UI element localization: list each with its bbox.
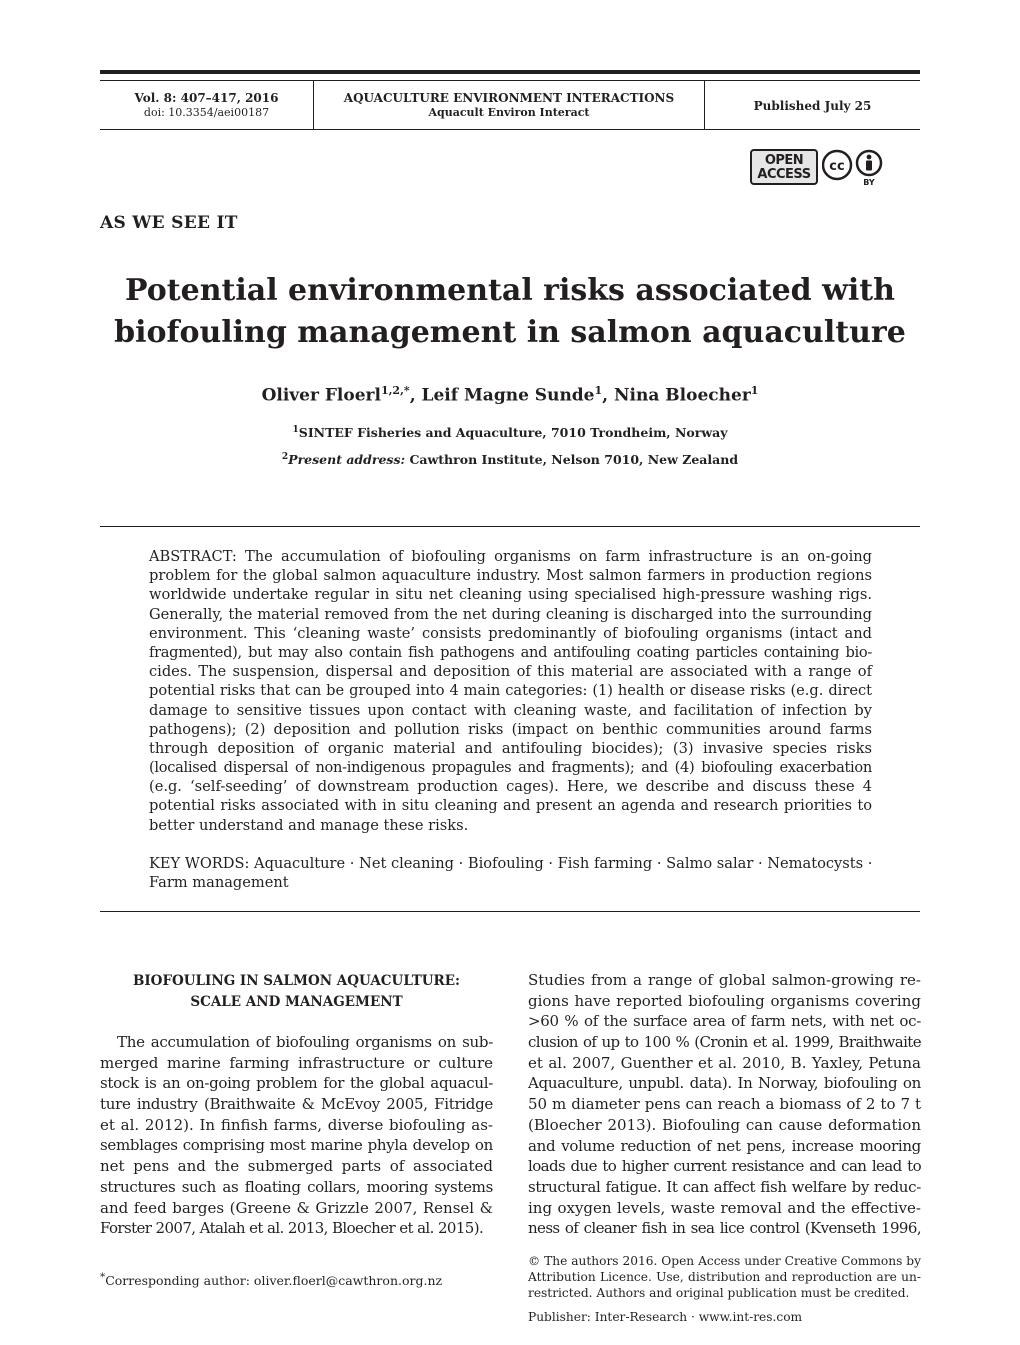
body-line: et al. 2007, Guenther et al. 2010, B. Yaxley, Petuna <box>528 1053 921 1072</box>
abstract <box>149 547 872 835</box>
body-line: Studies from a range of global salmon-growing re- <box>528 971 921 989</box>
title-line: biofouling management in salmon aquaculture <box>114 315 906 350</box>
author-name: Oliver Floerl <box>261 385 381 406</box>
body-line: (Bloecher 2013). Biofouling can cause deformation <box>528 1115 921 1134</box>
author-separator: , <box>602 385 615 406</box>
license-line: Attribution Licence. Use, distribution and reproduction are un- <box>528 1270 921 1284</box>
body-line: ness of cleaner fish in sea lice control (Kvenseth 1996, <box>528 1219 921 1238</box>
body-line: semblages comprising most marine phyla develop on <box>100 1136 493 1155</box>
affil-label: Present address: <box>288 452 406 468</box>
header-top-rule <box>100 70 920 74</box>
body-line: 50 m diameter pens can reach a biomass of 2 to 7 t <box>528 1095 921 1114</box>
abstract-line: Generally, the material removed from the net during cleaning is discharged into the surrounding <box>149 605 872 623</box>
author-affil-sup: 1 <box>594 384 603 397</box>
doi: doi: 10.3354/aei00187 <box>143 106 270 119</box>
body-line: et al. 2012). In finfish farms, diverse biofouling as- <box>100 1115 493 1134</box>
header-citation <box>100 91 313 119</box>
title-line: Potential environmental risks associated with <box>125 273 895 308</box>
corresponding-star: * <box>403 384 410 397</box>
author-affil-sup: 1,2, <box>380 384 404 397</box>
abstract-line: potential risks that can be grouped into 4 main categories: (1) health or disease risks (e.g. direct <box>149 682 872 700</box>
body-line: ing oxygen levels, waste removal and the effective- <box>528 1198 921 1217</box>
body-line: stock is an on-going problem for the global aquacul- <box>100 1074 493 1093</box>
body-line: >60 % of the surface area of farm nets, with net oc- <box>528 1012 921 1031</box>
body-line: structures such as floating collars, mooring systems <box>100 1177 493 1196</box>
body-line: gions have reported biofouling organisms covering <box>528 991 921 1010</box>
footnote-text: Corresponding author: oliver.floerl@cawthron.org.nz <box>105 1273 443 1289</box>
affil-text: Cawthron Institute, Nelson 7010, New Zealand <box>405 452 739 468</box>
abstract-top-rule <box>100 526 920 527</box>
volume-info: Vol. 8: 407–417, 2016 <box>134 91 279 105</box>
heading-line: BIOFOULING IN SALMON AQUACULTURE: <box>132 973 461 989</box>
section-heading <box>100 971 493 1013</box>
abstract-line: damage to sensitive tissues upon contact with cleaning waste, and facilitation of infection by <box>149 701 872 719</box>
body-line: ture industry (Braithwaite & McEvoy 2005, Fitridge <box>100 1095 493 1114</box>
body-line: Aquaculture, unpubl. data). In Norway, biofouling on <box>528 1074 921 1093</box>
body-line: and feed barges (Greene & Grizzle 2007, Rensel & <box>100 1198 493 1217</box>
open-access-line2: ACCESS <box>757 167 811 182</box>
abstract-line: problem for the global salmon aquaculture industry. Most salmon farmers in production regions <box>149 567 872 585</box>
abstract-line: environment. This ‘cleaning waste’ consists predominantly of biofouling organisms (intact and <box>149 624 872 642</box>
journal-abbrev: Aquacult Environ Interact <box>428 106 590 119</box>
body-line: clusion of up to 100 % (Cronin et al. 1999, Braithwaite <box>528 1033 921 1052</box>
author-name: Leif Magne Sunde <box>421 385 595 406</box>
body-line: The accumulation of biofouling organisms on sub- <box>117 1033 493 1051</box>
section-label: AS WE SEE IT <box>100 213 238 233</box>
abstract-line: better understand and manage these risks. <box>149 816 469 834</box>
abstract-line: (localised dispersal of non-indigenous propagules and fragments); and (4) biofouling exacerbation <box>149 759 872 777</box>
abstract-line: potential risks associated with in situ cleaning and present an agenda and research priorities to <box>149 797 872 815</box>
body-line: loads due to higher current resistance and can lead to <box>528 1157 921 1176</box>
cc-label: cc <box>829 159 845 174</box>
footnote-star: * <box>100 1271 106 1283</box>
publisher-line: Publisher: Inter-Research · www.int-res.com <box>528 1310 803 1324</box>
body-line: merged marine farming infrastructure or culture <box>100 1053 493 1072</box>
author-separator: , <box>409 385 422 406</box>
heading-line: SCALE AND MANAGEMENT <box>190 994 403 1010</box>
keywords-line: KEY WORDS: Aquaculture · Net cleaning · Biofouling · Fish farming · Salmo salar · Nematocysts · <box>149 855 873 872</box>
affil-text: SINTEF Fisheries and Aquaculture, 7010 Trondheim, Norway <box>298 425 728 441</box>
affiliation-2 <box>100 452 920 467</box>
article-title <box>100 270 920 354</box>
abstract-line: fragmented), but may also contain fish pathogens and antifouling coating particles containing bio- <box>149 643 872 661</box>
header-journal <box>314 91 704 119</box>
keywords <box>149 854 872 892</box>
abstract-line: cides. The suspension, dispersal and deposition of this material are associated with a range of <box>149 663 872 681</box>
body-line: net pens and the submerged parts of associated <box>100 1157 493 1176</box>
abstract-line: pathogens); (2) deposition and pollution risks (impact on benthic communities around farms <box>149 720 872 738</box>
header-thin-rule <box>100 80 920 81</box>
right-column-body <box>528 970 921 1239</box>
author-list <box>100 384 920 406</box>
abstract-line: (e.g. ‘self-seeding’ of downstream production cages). Here, we describe and discuss these 4 <box>149 778 872 796</box>
abstract-line: worldwide undertake regular in situ net cleaning using specialised high-pressure washing rigs. <box>149 586 872 604</box>
by-label: BY <box>863 178 875 186</box>
corresponding-author-footnote <box>100 1271 442 1288</box>
published-date: Published July 25 <box>753 99 872 113</box>
license-line: restricted. Authors and original publication must be credited. <box>528 1286 910 1300</box>
body-line: and volume reduction of net pens, increase mooring <box>528 1136 921 1155</box>
author-affil-sup: 1 <box>750 384 759 397</box>
abstract-line: ABSTRACT: The accumulation of biofouling organisms on farm infrastructure is an on-going <box>149 548 872 565</box>
cc-by-icon <box>822 148 884 186</box>
cc-by-badge <box>822 148 884 190</box>
left-column-body <box>100 1032 493 1239</box>
abstract-line: through deposition of organic material and antifouling biocides); (3) invasive species risks <box>149 739 872 757</box>
header-bottom-rule <box>100 129 920 130</box>
license-line: © The authors 2016. Open Access under Creative Commons by <box>528 1254 921 1268</box>
affiliation-1 <box>100 425 920 440</box>
body-line: structural fatigue. It can affect fish welfare by reduc- <box>528 1177 921 1196</box>
open-access-line1: OPEN <box>764 153 804 168</box>
open-access-badge <box>750 149 818 185</box>
keywords-line: Farm management <box>149 874 289 892</box>
author-name: Nina Bloecher <box>614 385 751 406</box>
license-notice <box>528 1253 921 1301</box>
body-line: Forster 2007, Atalah et al. 2013, Bloecher et al. 2015). <box>100 1219 484 1238</box>
affil-sup: 1 <box>292 425 299 435</box>
journal-name: AQUACULTURE ENVIRONMENT INTERACTIONS <box>343 91 675 105</box>
affil-sup: 2 <box>281 452 289 462</box>
abstract-bottom-rule <box>100 911 920 912</box>
